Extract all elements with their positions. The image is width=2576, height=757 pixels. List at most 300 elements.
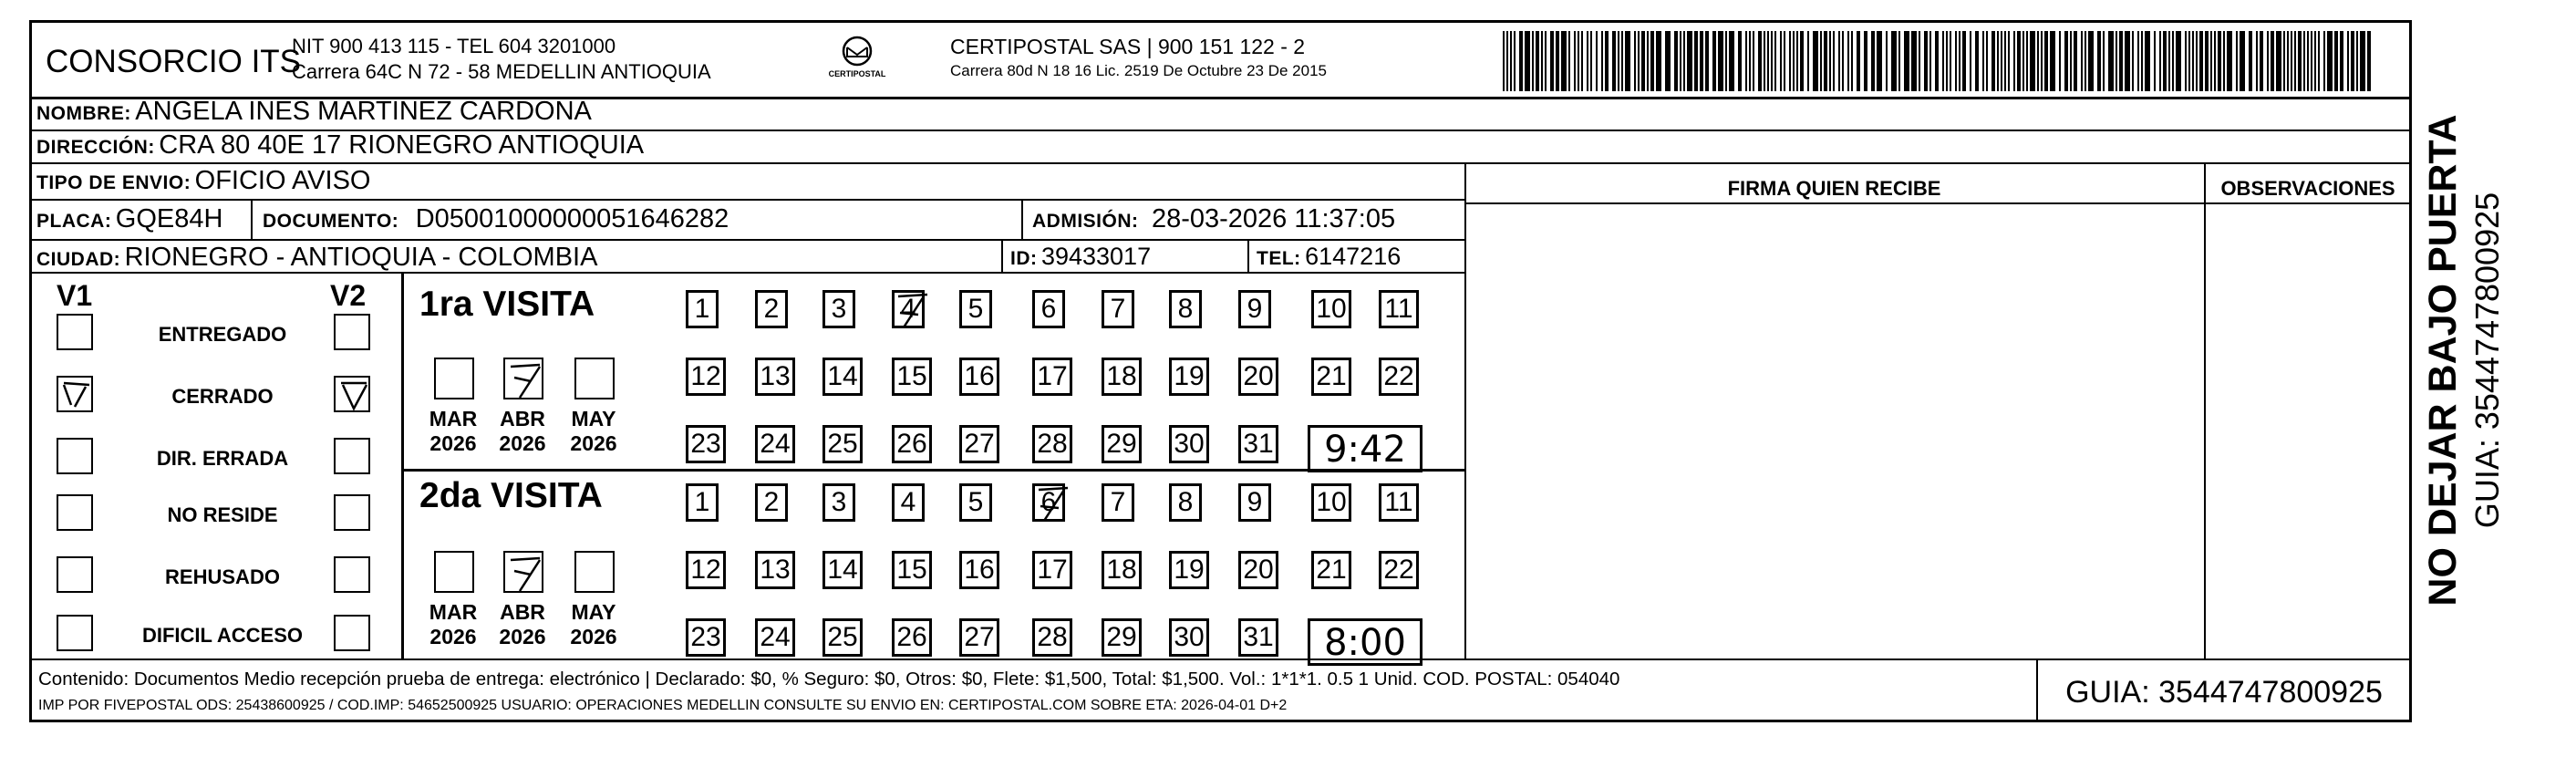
first-visit-day-box[interactable]: 21 bbox=[1311, 358, 1351, 396]
first-visit-day-box[interactable]: 29 bbox=[1102, 425, 1142, 463]
barcode-bar bbox=[2227, 31, 2232, 91]
barcode-bar bbox=[2327, 31, 2333, 91]
barcode-bar bbox=[2340, 31, 2343, 91]
barcode-bar bbox=[1532, 31, 1534, 91]
barcode-bar bbox=[2176, 31, 2181, 91]
tipo-label: TIPO DE ENVIO: bbox=[36, 172, 191, 193]
first-visit-day-box[interactable]: 8 bbox=[1169, 290, 1202, 328]
admision-value: 28-03-2026 11:37:05 bbox=[1151, 204, 1396, 233]
status-label: DIFICIL ACCESO bbox=[141, 624, 303, 647]
barcode-bar bbox=[1970, 31, 1971, 91]
first-visit-day-box[interactable]: 17 bbox=[1032, 358, 1072, 396]
second-visit-day-box[interactable]: 10 bbox=[1311, 483, 1351, 522]
barcode-bar bbox=[1641, 31, 1645, 91]
barcode-bar bbox=[1729, 31, 1734, 91]
barcode-bar bbox=[1510, 31, 1512, 91]
barcode-bar bbox=[2125, 31, 2130, 91]
tipo-value: OFICIO AVISO bbox=[194, 166, 371, 195]
barcode-bar bbox=[2103, 31, 2105, 91]
second-visit-day-box[interactable]: 26 bbox=[892, 618, 932, 657]
id-row bbox=[1010, 243, 1151, 271]
second-visit-day-box[interactable]: 20 bbox=[1238, 551, 1278, 589]
barcode-bar bbox=[1541, 31, 1543, 91]
barcode-bar bbox=[2311, 31, 2312, 91]
barcode-bar bbox=[1578, 31, 1579, 91]
second-visit-day-box[interactable]: 16 bbox=[959, 551, 999, 589]
barcode-bar bbox=[1612, 31, 1616, 91]
barcode-bar bbox=[1950, 31, 1951, 91]
first-visit-day-box[interactable]: 1 bbox=[686, 290, 719, 328]
barcode-bar bbox=[2236, 31, 2238, 91]
placa-row bbox=[36, 204, 222, 234]
tipo-row bbox=[36, 166, 370, 196]
barcode-bar bbox=[2108, 31, 2114, 91]
first-visit-day-box[interactable]: 9 bbox=[1238, 290, 1271, 328]
barcode-bar bbox=[2145, 31, 2150, 91]
barcode-bar bbox=[2287, 31, 2289, 91]
barcode-bar bbox=[1942, 31, 1944, 91]
barcode-bar bbox=[2256, 31, 2258, 91]
second-visit-day-box[interactable]: 25 bbox=[822, 618, 863, 657]
barcode-bar bbox=[1647, 31, 1649, 91]
barcode-bar bbox=[2271, 31, 2274, 91]
barcode-bar bbox=[2283, 31, 2285, 91]
first-visit-month-checkbox[interactable] bbox=[434, 358, 474, 399]
barcode-bar bbox=[2159, 31, 2161, 91]
barcode-bar bbox=[1618, 31, 1619, 91]
first-visit-day-box[interactable]: 15 bbox=[892, 358, 932, 396]
barcode-bar bbox=[2347, 31, 2349, 91]
barcode-bar bbox=[1656, 31, 1661, 91]
barcode-bar bbox=[1807, 31, 1809, 91]
documento-value: D05001000000051646282 bbox=[415, 204, 729, 233]
id-value: 39433017 bbox=[1040, 243, 1152, 270]
barcode-bar bbox=[1871, 31, 1875, 91]
first-visit-day-box[interactable]: 13 bbox=[755, 358, 795, 396]
no-dejar-bajo-puerta-label: NO DEJAR BAJO PUERTA bbox=[2421, 114, 2465, 607]
first-visit-day-box[interactable]: 5 bbox=[959, 290, 992, 328]
barcode-bar bbox=[2154, 31, 2156, 91]
barcode-bar bbox=[1503, 31, 1505, 91]
barcode-bar bbox=[1946, 31, 1948, 91]
ciudad-label: CIUDAD: bbox=[36, 249, 121, 270]
barcode-bar bbox=[1847, 31, 1849, 91]
barcode-bar bbox=[1581, 31, 1583, 91]
barcode-bar bbox=[2291, 31, 2292, 91]
barcode-bar bbox=[1771, 31, 1773, 91]
barcode-bar bbox=[2192, 31, 2194, 91]
barcode-bar bbox=[1621, 31, 1623, 91]
observaciones-header: OBSERVACIONES bbox=[2220, 177, 2395, 200]
second-visit-day-box[interactable]: 14 bbox=[822, 551, 863, 589]
barcode-bar bbox=[2205, 31, 2209, 91]
direccion-row bbox=[36, 130, 644, 161]
second-visit-day-box[interactable]: 24 bbox=[755, 618, 795, 657]
status-label: ENTREGADO bbox=[158, 323, 287, 346]
first-visit-day-box[interactable]: 6 bbox=[1032, 290, 1065, 328]
barcode-bar bbox=[2267, 31, 2269, 91]
barcode-bar bbox=[1700, 31, 1703, 91]
status-label: REHUSADO bbox=[165, 565, 280, 588]
second-visit-day-box[interactable]: 8 bbox=[1169, 483, 1202, 522]
barcode-bar bbox=[2059, 31, 2061, 91]
barcode-bar bbox=[2074, 31, 2077, 91]
barcode-bar bbox=[2188, 31, 2190, 91]
first-visit-day-box[interactable]: 31 bbox=[1238, 425, 1278, 463]
first-visit-day-box[interactable]: 16 bbox=[959, 358, 999, 396]
barcode-bar bbox=[2172, 31, 2174, 91]
barcode-bar bbox=[2303, 31, 2305, 91]
barcode-bar bbox=[1519, 31, 1523, 91]
barcode-bar bbox=[1638, 31, 1640, 91]
second-visit-day-box[interactable]: 3 bbox=[822, 483, 855, 522]
barcode-bar bbox=[1935, 31, 1939, 91]
second-visit-day-box[interactable]: 27 bbox=[959, 618, 999, 657]
barcode-bar bbox=[2307, 31, 2309, 91]
barcode-bar bbox=[2199, 31, 2203, 91]
barcode-bar bbox=[2023, 31, 2024, 91]
first-visit-day-box[interactable]: 10 bbox=[1311, 290, 1351, 328]
barcode-bar bbox=[1886, 31, 1888, 91]
first-visit-day-box[interactable]: 20 bbox=[1238, 358, 1278, 396]
barcode-bar bbox=[2001, 31, 2002, 91]
v2-checkbox[interactable] bbox=[334, 615, 370, 651]
barcode-bar bbox=[1725, 31, 1727, 91]
admision-label: ADMISIÓN: bbox=[1032, 211, 1139, 232]
barcode bbox=[1503, 31, 2374, 91]
barcode-bar bbox=[1904, 31, 1909, 91]
second-visit-month-checkbox[interactable] bbox=[503, 551, 543, 593]
company-nit: NIT 900 413 115 - TEL 604 3201000 bbox=[292, 35, 616, 57]
first-visit-month-checkbox[interactable] bbox=[503, 358, 543, 399]
company-address: Carrera 64C N 72 - 58 MEDELLIN ANTIOQUIA bbox=[292, 60, 711, 83]
second-visit-day-box[interactable]: 7 bbox=[1102, 483, 1134, 522]
second-visit-month-label: MAR 2026 bbox=[429, 600, 478, 648]
barcode-bar bbox=[2026, 31, 2028, 91]
v1-checkbox[interactable] bbox=[57, 556, 93, 593]
first-visit-day-box[interactable]: 12 bbox=[686, 358, 726, 396]
barcode-bar bbox=[1962, 31, 1966, 91]
first-visit-day-box[interactable]: 19 bbox=[1169, 358, 1209, 396]
barcode-bar bbox=[1813, 31, 1818, 91]
nombre-value: ANGELA INES MARTINEZ CARDONA bbox=[135, 97, 592, 126]
second-visit-day-box[interactable]: 1 bbox=[686, 483, 719, 522]
first-visit-month-checkbox[interactable] bbox=[574, 358, 615, 399]
ciudad-value: RIONEGRO - ANTIOQUIA - COLOMBIA bbox=[124, 243, 598, 272]
barcode-bar bbox=[2088, 31, 2094, 91]
first-visit-day-box[interactable]: 18 bbox=[1102, 358, 1142, 396]
first-visit-day-box[interactable]: 25 bbox=[822, 425, 863, 463]
first-visit-day-box[interactable]: 3 bbox=[822, 290, 855, 328]
barcode-bar bbox=[2030, 31, 2035, 91]
barcode-bar bbox=[2298, 31, 2302, 91]
barcode-bar bbox=[2050, 31, 2055, 91]
status-label: CERRADO bbox=[171, 385, 274, 408]
barcode-bar bbox=[1680, 31, 1681, 91]
first-visit-day-box[interactable]: 28 bbox=[1032, 425, 1072, 463]
v2-header: V2 bbox=[330, 279, 367, 312]
barcode-bar bbox=[1774, 31, 1776, 91]
barcode-bar bbox=[1738, 31, 1742, 91]
v1-checkbox[interactable] bbox=[57, 376, 93, 412]
barcode-bar bbox=[1665, 31, 1671, 91]
barcode-bar bbox=[1705, 31, 1709, 91]
barcode-bar bbox=[1674, 31, 1678, 91]
second-visit-month-label: ABR 2026 bbox=[499, 600, 546, 648]
barcode-bar bbox=[1784, 31, 1785, 91]
barcode-bar bbox=[1687, 31, 1692, 91]
barcode-bar bbox=[1556, 31, 1559, 91]
placa-value: GQE84H bbox=[115, 204, 223, 233]
certipostal-license: Carrera 80d N 18 16 Lic. 2519 De Octubre 23 De 2015 bbox=[950, 62, 1327, 79]
logo-text: CERTIPOSTAL bbox=[828, 69, 886, 78]
barcode-bar bbox=[1898, 31, 1900, 91]
barcode-bar bbox=[1590, 31, 1592, 91]
second-visit-month-checkbox[interactable] bbox=[434, 551, 474, 593]
ciudad-row bbox=[36, 243, 597, 273]
barcode-bar bbox=[1561, 31, 1567, 91]
second-visit-day-box[interactable]: 22 bbox=[1379, 551, 1419, 589]
v1-checkbox[interactable] bbox=[57, 615, 93, 651]
second-visit-day-box[interactable]: 4 bbox=[892, 483, 925, 522]
company-name: CONSORCIO ITS bbox=[46, 44, 302, 79]
barcode-bar bbox=[1650, 31, 1654, 91]
first-visit-day-box[interactable]: 11 bbox=[1379, 290, 1419, 328]
barcode-bar bbox=[1605, 31, 1609, 91]
barcode-bar bbox=[1911, 31, 1917, 91]
barcode-bar bbox=[2097, 31, 2101, 91]
first-visit-day-box[interactable]: 22 bbox=[1379, 358, 1419, 396]
first-visit-day-box-marked[interactable]: 4 bbox=[892, 290, 925, 328]
v1-header: V1 bbox=[57, 279, 93, 312]
barcode-bar bbox=[1753, 31, 1754, 91]
barcode-bar bbox=[1986, 31, 1988, 91]
barcode-bar bbox=[2064, 31, 2068, 91]
barcode-bar bbox=[1891, 31, 1897, 91]
barcode-bar bbox=[2037, 31, 2039, 91]
documento-row bbox=[263, 204, 729, 234]
second-visit-day-box[interactable]: 15 bbox=[892, 551, 932, 589]
tel-value: 6147216 bbox=[1305, 243, 1402, 270]
barcode-bar bbox=[1955, 31, 1957, 91]
second-visit-title: 2da VISITA bbox=[419, 476, 603, 515]
first-visit-time-box[interactable]: 9:42 bbox=[1308, 425, 1422, 472]
barcode-bar bbox=[2017, 31, 2021, 91]
barcode-bar bbox=[1800, 31, 1804, 91]
barcode-bar bbox=[1758, 31, 1762, 91]
barcode-bar bbox=[2323, 31, 2325, 91]
firma-header: FIRMA QUIEN RECIBE bbox=[1727, 177, 1941, 200]
first-visit-day-box[interactable]: 26 bbox=[892, 425, 932, 463]
barcode-bar bbox=[1851, 31, 1853, 91]
second-visit-time-box[interactable]: 8:00 bbox=[1308, 618, 1422, 666]
footer-print-info: IMP POR FIVEPOSTAL ODS: 25438600925 / COD.IMP: 54652500925 USUARIO: OPERACIONES MEDELLIN CONSULTE SU ENVIO EN: CERTIPOSTAL.COM SOBRE ETA: 2026-04-01 D+2 bbox=[38, 698, 1288, 713]
barcode-bar bbox=[1857, 31, 1860, 91]
barcode-bar bbox=[2218, 31, 2221, 91]
barcode-bar bbox=[1545, 31, 1547, 91]
barcode-bar bbox=[2240, 31, 2245, 91]
barcode-bar bbox=[1587, 31, 1588, 91]
barcode-bar bbox=[1749, 31, 1751, 91]
direccion-label: DIRECCIÓN: bbox=[36, 137, 155, 158]
barcode-bar bbox=[1997, 31, 1999, 91]
certipostal-info: CERTIPOSTAL SAS | 900 151 122 - 2 bbox=[950, 35, 1306, 58]
footer-guia: GUIA: 3544747800925 bbox=[2065, 675, 2383, 710]
barcode-bar bbox=[1536, 31, 1539, 91]
barcode-bar bbox=[1829, 31, 1831, 91]
barcode-bar bbox=[2013, 31, 2015, 91]
barcode-bar bbox=[1991, 31, 1995, 91]
barcode-bar bbox=[1596, 31, 1598, 91]
second-visit-month-checkbox[interactable] bbox=[574, 551, 615, 593]
second-visit-day-box[interactable]: 2 bbox=[755, 483, 788, 522]
tel-row bbox=[1257, 243, 1401, 271]
first-visit-day-box[interactable]: 2 bbox=[755, 290, 788, 328]
second-visit-day-box[interactable]: 19 bbox=[1169, 551, 1209, 589]
barcode-bar bbox=[2141, 31, 2143, 91]
first-visit-day-box[interactable]: 14 bbox=[822, 358, 863, 396]
barcode-bar bbox=[1789, 31, 1791, 91]
barcode-bar bbox=[1838, 31, 1840, 91]
barcode-bar bbox=[2334, 31, 2338, 91]
first-visit-day-box[interactable]: 30 bbox=[1169, 425, 1209, 463]
barcode-bar bbox=[2132, 31, 2134, 91]
barcode-bar bbox=[1833, 31, 1835, 91]
barcode-bar bbox=[2360, 31, 2365, 91]
barcode-bar bbox=[1506, 31, 1508, 91]
barcode-bar bbox=[1712, 31, 1716, 91]
barcode-bar bbox=[1796, 31, 1798, 91]
second-visit-day-box[interactable]: 28 bbox=[1032, 618, 1072, 657]
barcode-bar bbox=[2137, 31, 2139, 91]
barcode-bar bbox=[1959, 31, 1960, 91]
v2-checkbox[interactable] bbox=[334, 438, 370, 474]
status-label: DIR. ERRADA bbox=[156, 447, 289, 470]
barcode-bar bbox=[1525, 31, 1530, 91]
barcode-bar bbox=[1745, 31, 1747, 91]
barcode-bar bbox=[1864, 31, 1867, 91]
second-visit-day-box[interactable]: 17 bbox=[1032, 551, 1072, 589]
id-label: ID: bbox=[1010, 248, 1038, 269]
barcode-bar bbox=[1842, 31, 1844, 91]
second-visit-day-box[interactable]: 13 bbox=[755, 551, 795, 589]
barcode-bar bbox=[2314, 31, 2316, 91]
barcode-bar bbox=[1625, 31, 1630, 91]
second-visit-day-box[interactable]: 5 bbox=[959, 483, 992, 522]
barcode-bar bbox=[1634, 31, 1636, 91]
barcode-bar bbox=[2356, 31, 2358, 91]
barcode-bar bbox=[1694, 31, 1698, 91]
v1-checkbox[interactable] bbox=[57, 494, 93, 531]
barcode-bar bbox=[2367, 31, 2371, 91]
second-visit-day-box[interactable]: 30 bbox=[1169, 618, 1209, 657]
tel-label: TEL: bbox=[1257, 248, 1301, 269]
barcode-bar bbox=[2214, 31, 2216, 91]
barcode-bar bbox=[1514, 31, 1516, 91]
second-visit-day-box[interactable]: 31 bbox=[1238, 618, 1278, 657]
v2-checkbox[interactable] bbox=[334, 376, 370, 412]
barcode-bar bbox=[1924, 31, 1928, 91]
barcode-bar bbox=[2004, 31, 2006, 91]
barcode-bar bbox=[1820, 31, 1822, 91]
barcode-bar bbox=[2070, 31, 2072, 91]
first-visit-month-label: ABR 2026 bbox=[499, 407, 546, 455]
barcode-bar bbox=[1601, 31, 1603, 91]
second-visit-day-box[interactable]: 18 bbox=[1102, 551, 1142, 589]
barcode-bar bbox=[2008, 31, 2010, 91]
barcode-bar bbox=[1764, 31, 1765, 91]
certipostal-logo bbox=[825, 35, 889, 86]
barcode-bar bbox=[2196, 31, 2198, 91]
barcode-bar bbox=[2081, 31, 2083, 91]
status-label: NO RESIDE bbox=[167, 503, 278, 526]
barcode-bar bbox=[2276, 31, 2281, 91]
second-visit-day-box[interactable]: 23 bbox=[686, 618, 726, 657]
barcode-bar bbox=[1574, 31, 1576, 91]
barcode-bar bbox=[1568, 31, 1570, 91]
first-visit-day-box[interactable]: 27 bbox=[959, 425, 999, 463]
barcode-bar bbox=[1683, 31, 1685, 91]
barcode-bar bbox=[2185, 31, 2187, 91]
barcode-bar bbox=[1780, 31, 1782, 91]
v1-checkbox[interactable] bbox=[57, 438, 93, 474]
first-visit-month-label: MAR 2026 bbox=[429, 407, 478, 455]
second-visit-day-box[interactable]: 21 bbox=[1311, 551, 1351, 589]
first-visit-month-label: MAY 2026 bbox=[570, 407, 617, 455]
barcode-bar bbox=[1929, 31, 1931, 91]
first-visit-title: 1ra VISITA bbox=[419, 285, 595, 324]
barcode-bar bbox=[2351, 31, 2354, 91]
barcode-bar bbox=[2210, 31, 2212, 91]
barcode-bar bbox=[2260, 31, 2263, 91]
nombre-row bbox=[36, 97, 592, 127]
footer-content: Contenido: Documentos Medio recepción prueba de entrega: electrónico | Declarado: $0, % Seguro: $0, Otros: $0, Flete: $1,500, Total: $1,500. Vol.: 1*1*1. 0.5 1 Unid. COD. POSTAL: 054040 bbox=[38, 669, 1620, 690]
second-visit-month-label: MAY 2026 bbox=[570, 600, 617, 648]
barcode-bar bbox=[1718, 31, 1723, 91]
barcode-bar bbox=[2168, 31, 2170, 91]
second-visit-day-box-marked[interactable]: 6 bbox=[1032, 483, 1065, 522]
barcode-bar bbox=[2294, 31, 2296, 91]
barcode-bar bbox=[1982, 31, 1984, 91]
placa-label: PLACA: bbox=[36, 211, 112, 232]
second-visit-day-box[interactable]: 9 bbox=[1238, 483, 1271, 522]
documento-label: DOCUMENTO: bbox=[263, 211, 399, 232]
first-visit-day-box[interactable]: 24 bbox=[755, 425, 795, 463]
side-guia-label: GUIA: 3544747800925 bbox=[2468, 192, 2506, 529]
v2-checkbox[interactable] bbox=[334, 494, 370, 531]
v1-checkbox[interactable] bbox=[57, 314, 93, 350]
barcode-bar bbox=[1550, 31, 1554, 91]
first-visit-day-box[interactable]: 23 bbox=[686, 425, 726, 463]
barcode-bar bbox=[2119, 31, 2123, 91]
barcode-bar bbox=[2249, 31, 2252, 91]
barcode-bar bbox=[2223, 31, 2225, 91]
barcode-bar bbox=[2116, 31, 2117, 91]
barcode-bar bbox=[1824, 31, 1827, 91]
barcode-bar bbox=[1793, 31, 1795, 91]
barcode-bar bbox=[1975, 31, 1979, 91]
second-visit-day-box[interactable]: 12 bbox=[686, 551, 726, 589]
v2-checkbox[interactable] bbox=[334, 556, 370, 593]
second-visit-day-box[interactable]: 29 bbox=[1102, 618, 1142, 657]
v2-checkbox[interactable] bbox=[334, 314, 370, 350]
second-visit-day-box[interactable]: 11 bbox=[1379, 483, 1419, 522]
first-visit-day-box[interactable]: 7 bbox=[1102, 290, 1134, 328]
side-text bbox=[2421, 82, 2540, 638]
direccion-value: CRA 80 40E 17 RIONEGRO ANTIOQUIA bbox=[159, 130, 645, 160]
barcode-bar bbox=[2041, 31, 2043, 91]
nombre-label: NOMBRE: bbox=[36, 103, 131, 124]
